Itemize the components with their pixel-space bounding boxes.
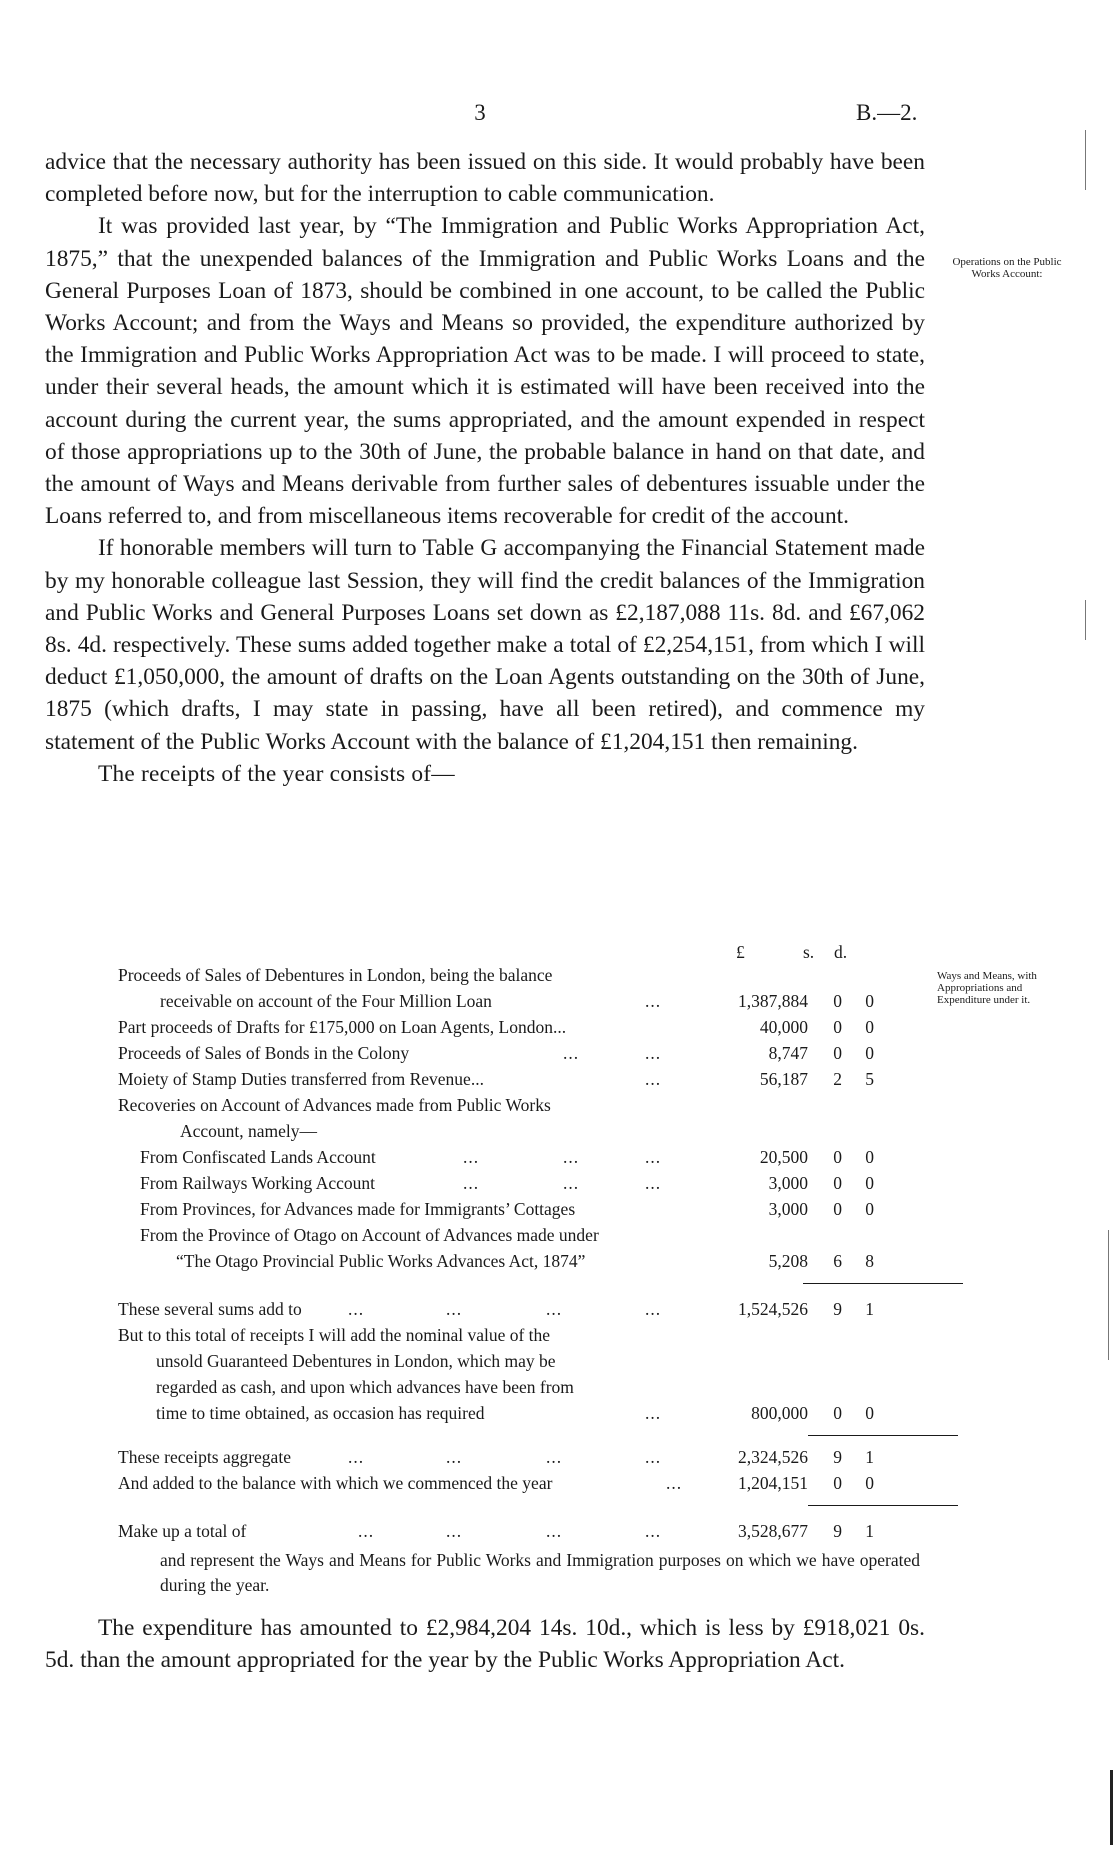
ledger-row: From Provinces, for Advances made for Immigrants’ Cottages 3,000 0 0 [140,1199,874,1219]
ledger-row: Make up a total of ... ... ... ... 3,528,677 9 1 [118,1521,874,1541]
ledger-row: From Railways Working Account ... ... ... 3,000 0 0 [140,1173,874,1193]
ledger-row: And added to the balance with which we commenced the year ... 1,204,151 0 0 [118,1473,874,1493]
ledger-row: time to time obtained, as occasion has required ... 800,000 0 0 [156,1403,874,1423]
margin-note-ways-means: Ways and Means, with Appropriations and Expenditure under it. [937,970,1037,1006]
paragraph-continuation: advice that the necessary authority has been issued on this side. It would probably have been completed before now, but for the interruption to cable communication. [45,149,925,208]
shillings-heading: s. [803,942,815,962]
receipts-intro: The receipts of the year consists of— [98,760,455,787]
ledger-row: “The Otago Provincial Public Works Advances Act, 1874” 5,208 6 8 [176,1251,874,1271]
ledger-row: From the Province of Otago on Account of Advances made under [140,1225,599,1245]
closing-paragraph: The expenditure has amounted to £2,984,204 14s. 10d., which is less by £918,021 0s. 5d. than the amount appropriated for the year by the Public Works Appropriation Act. [45,1615,925,1674]
pence-heading: d. [834,942,848,962]
ways-means-statement: and represent the Ways and Means for Public Works and Immigration purposes on which we have operated during the year. [160,1550,920,1595]
document-reference: B.—2. [856,100,918,125]
ledger-row: receivable on account of the Four Million Loan ... 1,387,884 0 0 [160,991,874,1011]
page-edge-mark [1085,130,1086,190]
sum-rule [808,1435,958,1436]
page-edge-mark [1110,1770,1113,1845]
column-headings [708,942,878,966]
sum-rule [808,1505,958,1506]
ledger-row: Account, namely— [180,1121,318,1141]
sum-rule [803,1283,963,1284]
ledger-row: Proceeds of Sales of Bonds in the Colony ... ... 8,747 0 0 [118,1043,874,1063]
ledger-row: From Confiscated Lands Account ... ... ... 20,500 0 0 [140,1147,874,1167]
ledger-row: These receipts aggregate ... ... ... ... 2,324,526 9 1 [118,1447,874,1467]
ledger-row: Proceeds of Sales of Debentures in London, being the balance [118,965,553,985]
page-edge-mark [1085,600,1086,640]
ledger-row: regarded as cash, and upon which advances have been from [156,1377,574,1397]
paragraph-public-works-account: It was provided last year, by “The Immigration and Public Works Appropriation Act, 1875,” that the unexpended balances of the Immigration and Public Works Loans and the General Purposes Loan of 1873, should be combined in one account, to be called the Public Works Account; and from the Ways and Means so provided, the expenditure authorized by the Immigration and Public Works Appropriation Act was to be made. I will proceed to state, under their several heads, the amount which it is estimated will have been received into the account during the current year, the sums appropriated, and the amount expended in respect of those appropriations up to the 30th of June, the probable balance in hand on that date, and the amount of Ways and Means derivable from further sales of debentures issuable under the Loans referred to, and from miscellaneous items recoverable for credit of the account. [45,213,925,530]
closing-section [45,1612,925,1676]
ledger-row: But to this total of receipts I will add the nominal value of the [118,1325,551,1345]
amount-pounds: 1,387,884 [738,991,808,1011]
ledger-row: Moiety of Stamp Duties transferred from Revenue... ... 56,187 2 5 [118,1069,874,1089]
ledger-row: Recoveries on Account of Advances made from Public Works [118,1095,551,1115]
margin-note-public-works: Operations on the Public Works Account: [952,256,1062,280]
paragraph-table-g: If honorable members will turn to Table G accompanying the Financial Statement made by my honorable colleague last Session, they will find the credit balances of the Immigration and Public Works and General Purposes Loans set down as £2,187,088 11s. 8d. and £67,062 8s. 4d. respectively. These sums added together make a total of £2,254,151, from which I will deduct £1,050,000, the amount of drafts on the Loan Agents outstanding on the 30th of June, 1875 (which drafts, I may state in passing, have all been retired), and commence my statement of the Public Works Account with the balance of £1,204,151 then remaining. [45,535,925,755]
ledger-row: These several sums add to ... ... ... ... 1,524,526 9 1 [118,1299,874,1319]
page-edge-mark [1108,1230,1109,1360]
page-number: 3 [474,100,486,125]
ledger-row: Part proceeds of Drafts for £175,000 on Loan Agents, London... 40,000 0 0 [118,1017,874,1037]
pounds-heading: £ [736,942,745,962]
ledger-row: unsold Guaranteed Debentures in London, which may be [156,1351,556,1371]
body-text [45,146,925,790]
